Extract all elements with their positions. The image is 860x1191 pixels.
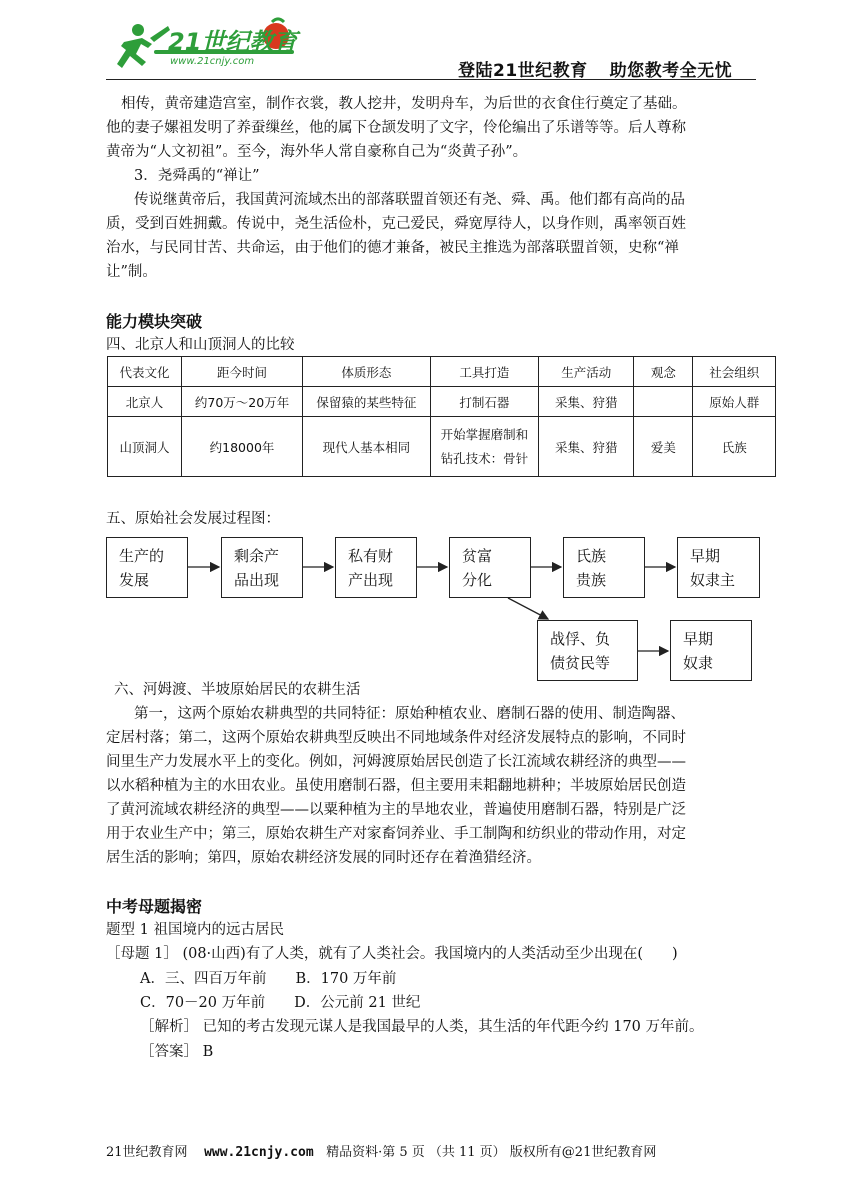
table-cell: 爱美 (634, 417, 693, 477)
flow-text: 分化 (462, 571, 493, 589)
tool-line-2: 钻孔技术：骨针 (440, 450, 529, 466)
intro-p2-line-4: 让”制。 (106, 264, 157, 280)
table-header-cell: 代表文化 (108, 357, 182, 387)
p6-line-6: 用于农业生产中；第三，原始农耕生产对家畜饲养业、手工制陶和纺织业的带动作用，对定 (106, 826, 686, 842)
options-cd: C．70－20 万年前 D．公元前 21 世纪 (140, 995, 421, 1011)
slogan-right: 助您教考全无忧 (609, 61, 733, 81)
table-header-cell: 社会组织 (693, 357, 776, 387)
table-cell: 氏族 (693, 417, 776, 477)
section-heading-ability: 能力模块突破 (106, 312, 203, 331)
table-cell: 原始人群 (693, 387, 776, 417)
footer-info: 精品资料·第 5 页 （共 11 页） 版权所有@21世纪教育网 (326, 1145, 657, 1160)
intro-p2-line-3: 治水，与民同甘苦、共命运，由于他们的德才兼备，被民主推选为部落联盟首领，史称“禅 (106, 240, 679, 256)
flow-arrow-diagonal (508, 598, 548, 619)
table-cell: 现代人基本相同 (303, 417, 431, 477)
flow-text: 奴隶 (683, 654, 714, 672)
intro-p2-line-2: 质，受到百姓拥戴。传说中，尧生活俭朴，克己爱民，舜宽厚待人，以身作则，禹率领百姓 (106, 216, 686, 232)
table-cell: 山顶洞人 (108, 417, 182, 477)
section-6-title: 六、河姆渡、半坡原始居民的农耕生活 (114, 682, 361, 698)
logo-text: 21世纪教育 (168, 28, 298, 56)
p6-line-7: 居生活的影响；第四，原始农耕经济发展的同时还存在着渔猎经济。 (106, 850, 541, 866)
table-cell: 约18000年 (181, 417, 302, 477)
p6-line-1: 第一，这两个原始农耕典型的共同特征：原始种植农业、磨制石器的使用、制造陶器、 (134, 706, 685, 722)
flow-text: 剩余产 (234, 547, 280, 565)
flow-text: 发展 (119, 571, 150, 589)
flow-text: 早期 (690, 547, 721, 565)
flow-text: 战俘、负 (550, 630, 611, 648)
intro-p2-line-1: 传说继黄帝后，我国黄河流域杰出的部落联盟首领还有尧、舜、禹。他们都有高尚的品 (134, 192, 685, 208)
p6-line-3: 间里生产力发展水平上的变化。例如，河姆渡原始居民创造了长江流域农耕经济的典型—— (106, 754, 686, 770)
logo-url: www.21cnjy.com (170, 56, 255, 67)
table-cell: 北京人 (108, 387, 182, 417)
footer-url: www.21cnjy.com (204, 1145, 314, 1160)
table-cell: 采集、狩猎 (539, 387, 634, 417)
table-header-cell: 体质形态 (303, 357, 431, 387)
flow-text: 品出现 (234, 571, 280, 589)
section-heading-exam: 中考母题揭密 (106, 897, 203, 916)
section-5-title: 五、原始社会发展过程图： (106, 511, 280, 527)
p6-line-4: 以水稻种植为主的水田农业。虽使用磨制石器，但主要用耒耜翻地耕种；半坡原始居民创造 (106, 778, 686, 794)
intro-line-1: 相传，黄帝建造宫室，制作衣裳，教人挖井，发明舟车，为后世的衣食住行奠定了基础。 (121, 96, 687, 112)
question-type-1: 题型 1 祖国境内的远古居民 (106, 922, 284, 938)
flow-text: 早期 (683, 630, 714, 648)
p6-line-5: 了黄河流域农耕经济的典型——以粟种植为主的旱地农业，普遍使用磨制石器，特别是广泛 (106, 802, 686, 818)
footer-site: 21世纪教育网 (106, 1145, 188, 1160)
table-header-cell: 工具打造 (430, 357, 538, 387)
table-cell: 保留猿的某些特征 (303, 387, 431, 417)
flow-text: 产出现 (348, 571, 394, 589)
answer: ［答案］ B (140, 1044, 214, 1060)
subheading-3: 3．尧舜禹的“禅让” (134, 168, 260, 184)
table-header-cell: 生产活动 (539, 357, 634, 387)
flow-text: 私有财 (348, 547, 394, 565)
tool-line-1: 开始掌握磨制和 (440, 426, 529, 442)
flow-text: 债贫民等 (550, 654, 611, 672)
intro-line-3: 黄帝为“人文初祖”。至今，海外华人常自豪称自己为“炎黄子孙”。 (106, 144, 528, 160)
analysis: ［解析］ 已知的考古发现元谋人是我国最早的人类，其生活的年代距今约 170 万年前。 (140, 1019, 704, 1035)
flow-text: 氏族 (576, 547, 607, 565)
table-header-cell: 观念 (634, 357, 693, 387)
table-cell: 采集、狩猎 (539, 417, 634, 477)
p6-line-2: 定居村落；第二，这两个原始农耕典型反映出不同地域条件对经济发展特点的影响，不同时 (106, 730, 686, 746)
question-stem: ［母题 1］ (08·山西)有了人类，就有了人类社会。我国境内的人类活动至少出现在( ) (106, 946, 678, 962)
table-header-cell: 距今时间 (181, 357, 302, 387)
flow-text: 贫富 (462, 547, 493, 565)
intro-line-2: 他的妻子嫘祖发明了养蚕缫丝，他的属下仓颉发明了文字，伶伦编出了乐谱等等。后人尊称 (106, 120, 686, 136)
flow-text: 贵族 (576, 571, 607, 589)
section-4-title: 四、北京人和山顶洞人的比较 (106, 337, 295, 353)
flow-text: 奴隶主 (690, 571, 736, 589)
table-cell: 约70万～20万年 (181, 387, 302, 417)
table-cell: 打制石器 (430, 387, 538, 417)
flow-text: 生产的 (119, 547, 165, 565)
slogan-left: 登陆21世纪教育 (458, 61, 588, 81)
options-ab: A．三、四百万年前 B．170 万年前 (140, 971, 397, 987)
page-footer (106, 1141, 656, 1160)
